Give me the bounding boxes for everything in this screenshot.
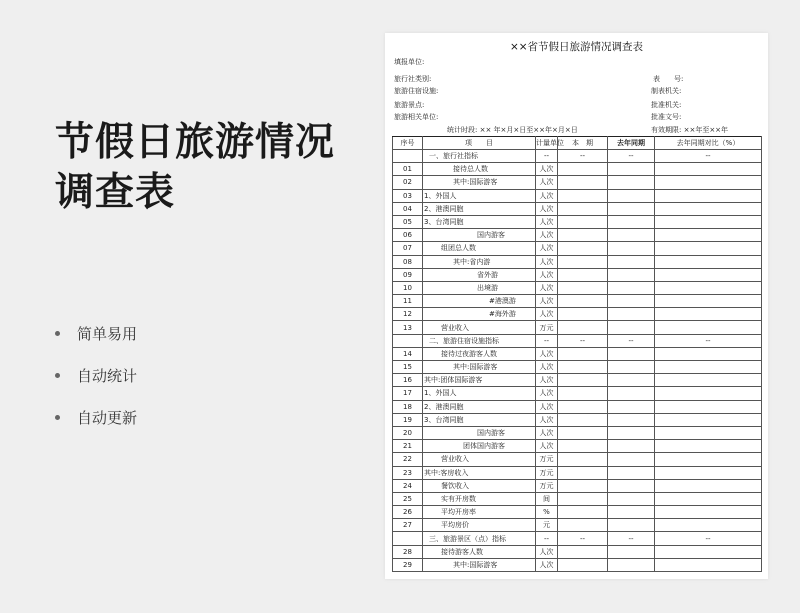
table-row xyxy=(393,334,762,347)
row-yoy-cell xyxy=(655,387,762,400)
table-row xyxy=(393,506,762,519)
row-yoy-cell xyxy=(655,308,762,321)
row-unit-cell: 人次 xyxy=(536,229,558,242)
issuing-org-label: 制表机关: xyxy=(651,87,682,95)
row-last-year-cell xyxy=(608,558,655,571)
row-current-cell xyxy=(558,176,608,189)
row-item-cell: 餐饮收入 xyxy=(423,479,536,492)
row-yoy-cell xyxy=(655,413,762,426)
feature-item xyxy=(55,312,137,354)
table-row xyxy=(393,189,762,202)
row-unit-cell: 间 xyxy=(536,492,558,505)
row-current-cell xyxy=(558,506,608,519)
row-item-cell: 营业收入 xyxy=(423,321,536,334)
accommodation-label: 旅游住宿设施: xyxy=(394,87,439,95)
table-row xyxy=(393,163,762,176)
row-item-cell: 2、港澳同胞 xyxy=(423,400,536,413)
row-last-year-cell xyxy=(608,519,655,532)
row-yoy-cell xyxy=(655,268,762,281)
row-number-cell: 24 xyxy=(393,479,423,492)
row-yoy-cell xyxy=(655,281,762,294)
hero-title-line1: 节假日旅游情况 xyxy=(55,120,336,165)
col-header-last-year: 去年同期 xyxy=(608,137,655,150)
table-row xyxy=(393,361,762,374)
row-item-cell: 3、台湾同胞 xyxy=(423,413,536,426)
fill-unit-label: 填报单位: xyxy=(394,58,425,66)
related-unit-label: 旅游相关单位: xyxy=(394,113,439,121)
bullet-dot-icon xyxy=(55,331,60,336)
row-number-cell: 16 xyxy=(393,374,423,387)
row-yoy-cell xyxy=(655,321,762,334)
row-last-year-cell xyxy=(608,426,655,439)
row-last-year-cell xyxy=(608,413,655,426)
table-row xyxy=(393,532,762,545)
row-current-cell xyxy=(558,479,608,492)
table-row xyxy=(393,519,762,532)
row-unit-cell: 人次 xyxy=(536,361,558,374)
table-row xyxy=(393,347,762,360)
table-row xyxy=(393,413,762,426)
row-item-cell: 实有开房数 xyxy=(423,492,536,505)
row-last-year-cell xyxy=(608,176,655,189)
row-current-cell xyxy=(558,545,608,558)
row-current-cell xyxy=(558,558,608,571)
row-item-cell: 出境游 xyxy=(423,281,536,294)
row-current-cell xyxy=(558,242,608,255)
row-current-cell xyxy=(558,255,608,268)
row-item-cell: 三、旅游景区（点）指标 xyxy=(423,532,536,545)
row-current-cell xyxy=(558,281,608,294)
row-yoy-cell xyxy=(655,506,762,519)
row-item-cell: 3、台湾同胞 xyxy=(423,215,536,228)
row-item-cell: 接待过夜游客人数 xyxy=(423,347,536,360)
table-row xyxy=(393,308,762,321)
row-number-cell: 08 xyxy=(393,255,423,268)
row-yoy-cell xyxy=(655,492,762,505)
row-number-cell: 26 xyxy=(393,506,423,519)
feature-item xyxy=(55,354,137,396)
row-current-cell xyxy=(558,413,608,426)
row-number-cell: 18 xyxy=(393,400,423,413)
row-current-cell xyxy=(558,400,608,413)
table-row xyxy=(393,202,762,215)
table-row xyxy=(393,545,762,558)
row-current-cell: -- xyxy=(558,334,608,347)
row-unit-cell: 人次 xyxy=(536,281,558,294)
agency-category-label: 旅行社类别: xyxy=(394,75,432,83)
row-yoy-cell xyxy=(655,347,762,360)
row-item-cell: 其中:省内游 xyxy=(423,255,536,268)
row-last-year-cell xyxy=(608,492,655,505)
row-yoy-cell xyxy=(655,361,762,374)
row-item-cell: 1、外国人 xyxy=(423,387,536,400)
row-yoy-cell xyxy=(655,242,762,255)
row-item-cell: 一、旅行社指标 xyxy=(423,150,536,163)
row-yoy-cell xyxy=(655,374,762,387)
row-yoy-cell xyxy=(655,466,762,479)
scenic-spot-label: 旅游景点: xyxy=(394,101,425,109)
row-last-year-cell xyxy=(608,321,655,334)
table-row xyxy=(393,479,762,492)
row-unit-cell: 人次 xyxy=(536,440,558,453)
row-yoy-cell: -- xyxy=(655,150,762,163)
row-unit-cell: 万元 xyxy=(536,453,558,466)
row-number-cell: 15 xyxy=(393,361,423,374)
row-unit-cell: -- xyxy=(536,532,558,545)
table-no-label: 表 号: xyxy=(653,75,684,83)
row-unit-cell: 人次 xyxy=(536,242,558,255)
row-yoy-cell: -- xyxy=(655,334,762,347)
row-item-cell: 1、外国人 xyxy=(423,189,536,202)
row-number-cell: 25 xyxy=(393,492,423,505)
row-item-cell: 省外游 xyxy=(423,268,536,281)
col-header-yoy: 去年同期对比（%） xyxy=(655,137,762,150)
row-unit-cell: -- xyxy=(536,150,558,163)
row-yoy-cell xyxy=(655,215,762,228)
col-header-current: 本 期 xyxy=(558,137,608,150)
row-current-cell xyxy=(558,202,608,215)
row-unit-cell: 人次 xyxy=(536,268,558,281)
row-unit-cell: 人次 xyxy=(536,545,558,558)
row-last-year-cell xyxy=(608,545,655,558)
table-row xyxy=(393,440,762,453)
row-number-cell: 10 xyxy=(393,281,423,294)
table-body xyxy=(393,150,762,572)
row-number-cell: 05 xyxy=(393,215,423,228)
hero-title xyxy=(55,118,335,218)
bullet-dot-icon xyxy=(55,415,60,420)
feature-label: 简单易用 xyxy=(77,324,138,343)
row-current-cell xyxy=(558,387,608,400)
row-current-cell xyxy=(558,308,608,321)
row-current-cell xyxy=(558,466,608,479)
row-number-cell: 12 xyxy=(393,308,423,321)
row-number-cell xyxy=(393,334,423,347)
row-unit-cell: 人次 xyxy=(536,295,558,308)
col-header-item: 项 目 xyxy=(423,137,536,150)
approval-org-label: 批准机关: xyxy=(651,101,682,109)
row-unit-cell: 人次 xyxy=(536,308,558,321)
stat-period-label: 统计时段: ×× 年×月×日至××年×月×日 xyxy=(447,126,578,134)
row-item-cell: 国内游客 xyxy=(423,229,536,242)
survey-table xyxy=(392,136,762,572)
row-unit-cell: 人次 xyxy=(536,347,558,360)
row-item-cell: 其中:国际游客 xyxy=(423,361,536,374)
row-current-cell xyxy=(558,268,608,281)
col-header-unit: 计量单位 xyxy=(536,137,558,150)
row-item-cell: 平均开房率 xyxy=(423,506,536,519)
row-unit-cell: 人次 xyxy=(536,558,558,571)
table-row xyxy=(393,268,762,281)
row-current-cell xyxy=(558,361,608,374)
row-yoy-cell xyxy=(655,479,762,492)
table-row xyxy=(393,281,762,294)
row-number-cell: 21 xyxy=(393,440,423,453)
row-number-cell: 22 xyxy=(393,453,423,466)
row-current-cell xyxy=(558,321,608,334)
row-current-cell xyxy=(558,347,608,360)
row-last-year-cell xyxy=(608,308,655,321)
row-unit-cell: 人次 xyxy=(536,413,558,426)
row-number-cell: 03 xyxy=(393,189,423,202)
row-number-cell: 29 xyxy=(393,558,423,571)
table-row xyxy=(393,558,762,571)
row-number-cell: 04 xyxy=(393,202,423,215)
row-number-cell: 23 xyxy=(393,466,423,479)
table-row xyxy=(393,426,762,439)
row-current-cell xyxy=(558,163,608,176)
row-current-cell xyxy=(558,426,608,439)
row-unit-cell: 人次 xyxy=(536,215,558,228)
row-current-cell: -- xyxy=(558,150,608,163)
table-row xyxy=(393,466,762,479)
table-row xyxy=(393,150,762,163)
row-item-cell: 其中:国际游客 xyxy=(423,176,536,189)
row-last-year-cell xyxy=(608,479,655,492)
row-yoy-cell xyxy=(655,400,762,413)
row-number-cell: 14 xyxy=(393,347,423,360)
row-unit-cell: -- xyxy=(536,334,558,347)
row-current-cell xyxy=(558,229,608,242)
row-item-cell: 组团总人数 xyxy=(423,242,536,255)
row-item-cell: 平均房价 xyxy=(423,519,536,532)
row-number-cell: 27 xyxy=(393,519,423,532)
row-unit-cell: 万元 xyxy=(536,479,558,492)
row-unit-cell: 万元 xyxy=(536,466,558,479)
row-number-cell: 19 xyxy=(393,413,423,426)
feature-label: 自动统计 xyxy=(77,366,138,385)
row-number-cell: 07 xyxy=(393,242,423,255)
feature-label: 自动更新 xyxy=(77,408,138,427)
row-yoy-cell xyxy=(655,558,762,571)
row-current-cell xyxy=(558,453,608,466)
row-last-year-cell xyxy=(608,466,655,479)
row-yoy-cell xyxy=(655,426,762,439)
row-current-cell xyxy=(558,519,608,532)
row-unit-cell: % xyxy=(536,506,558,519)
table-row xyxy=(393,176,762,189)
row-number-cell: 20 xyxy=(393,426,423,439)
row-last-year-cell xyxy=(608,453,655,466)
row-yoy-cell xyxy=(655,255,762,268)
row-number-cell xyxy=(393,532,423,545)
row-item-cell: 接待总人数 xyxy=(423,163,536,176)
table-row xyxy=(393,242,762,255)
row-unit-cell: 元 xyxy=(536,519,558,532)
row-item-cell: 2、港澳同胞 xyxy=(423,202,536,215)
row-current-cell xyxy=(558,189,608,202)
row-number-cell: 17 xyxy=(393,387,423,400)
table-row xyxy=(393,215,762,228)
table-row xyxy=(393,453,762,466)
row-last-year-cell xyxy=(608,215,655,228)
row-number-cell: 06 xyxy=(393,229,423,242)
row-item-cell: 其中:客房收入 xyxy=(423,466,536,479)
row-yoy-cell xyxy=(655,440,762,453)
row-number-cell: 09 xyxy=(393,268,423,281)
row-current-cell xyxy=(558,492,608,505)
row-unit-cell: 人次 xyxy=(536,426,558,439)
row-item-cell: 国内游客 xyxy=(423,426,536,439)
table-row xyxy=(393,321,762,334)
row-last-year-cell xyxy=(608,400,655,413)
row-last-year-cell xyxy=(608,268,655,281)
document-title: ××省节假日旅游情况调查表 xyxy=(509,41,644,53)
row-yoy-cell: -- xyxy=(655,532,762,545)
row-last-year-cell xyxy=(608,347,655,360)
row-last-year-cell xyxy=(608,440,655,453)
row-last-year-cell xyxy=(608,163,655,176)
row-number-cell: 02 xyxy=(393,176,423,189)
row-number-cell xyxy=(393,150,423,163)
row-number-cell: 13 xyxy=(393,321,423,334)
row-item-cell: #海外游 xyxy=(423,308,536,321)
row-item-cell: 二、旅游住宿设施指标 xyxy=(423,334,536,347)
row-unit-cell: 人次 xyxy=(536,163,558,176)
col-header-no: 序号 xyxy=(393,137,423,150)
row-item-cell: 其中:团体国际游客 xyxy=(423,374,536,387)
row-item-cell: 营业收入 xyxy=(423,453,536,466)
row-item-cell: 接待游客人数 xyxy=(423,545,536,558)
table-row xyxy=(393,374,762,387)
row-last-year-cell xyxy=(608,295,655,308)
row-current-cell xyxy=(558,295,608,308)
table-row xyxy=(393,255,762,268)
table-row xyxy=(393,492,762,505)
row-unit-cell: 人次 xyxy=(536,374,558,387)
row-unit-cell: 人次 xyxy=(536,189,558,202)
document-preview xyxy=(385,33,768,579)
row-last-year-cell xyxy=(608,255,655,268)
hero-title-line2: 调查表 xyxy=(55,170,176,215)
row-current-cell xyxy=(558,440,608,453)
table-row xyxy=(393,400,762,413)
row-yoy-cell xyxy=(655,453,762,466)
row-last-year-cell xyxy=(608,387,655,400)
row-item-cell: 团体国内游客 xyxy=(423,440,536,453)
table-row xyxy=(393,295,762,308)
row-unit-cell: 人次 xyxy=(536,202,558,215)
row-current-cell xyxy=(558,215,608,228)
approval-doc-label: 批准文号: xyxy=(651,113,682,121)
row-number-cell: 11 xyxy=(393,295,423,308)
row-unit-cell: 万元 xyxy=(536,321,558,334)
row-yoy-cell xyxy=(655,189,762,202)
bullet-dot-icon xyxy=(55,373,60,378)
row-yoy-cell xyxy=(655,545,762,558)
row-last-year-cell: -- xyxy=(608,150,655,163)
row-yoy-cell xyxy=(655,163,762,176)
row-yoy-cell xyxy=(655,295,762,308)
valid-period-label: 有效期限: ××年至××年 xyxy=(651,126,729,134)
feature-list xyxy=(55,312,137,438)
row-last-year-cell xyxy=(608,374,655,387)
row-unit-cell: 人次 xyxy=(536,387,558,400)
row-item-cell: 其中:国际游客 xyxy=(423,558,536,571)
row-yoy-cell xyxy=(655,229,762,242)
table-row xyxy=(393,229,762,242)
row-last-year-cell xyxy=(608,202,655,215)
row-last-year-cell: -- xyxy=(608,532,655,545)
row-yoy-cell xyxy=(655,202,762,215)
row-last-year-cell xyxy=(608,189,655,202)
row-last-year-cell: -- xyxy=(608,334,655,347)
table-header-row xyxy=(393,137,762,150)
row-current-cell xyxy=(558,374,608,387)
row-last-year-cell xyxy=(608,281,655,294)
table-row xyxy=(393,387,762,400)
row-unit-cell: 人次 xyxy=(536,255,558,268)
row-yoy-cell xyxy=(655,176,762,189)
row-number-cell: 28 xyxy=(393,545,423,558)
feature-item xyxy=(55,396,137,438)
row-item-cell: #港澳游 xyxy=(423,295,536,308)
row-unit-cell: 人次 xyxy=(536,400,558,413)
row-current-cell: -- xyxy=(558,532,608,545)
row-unit-cell: 人次 xyxy=(536,176,558,189)
row-last-year-cell xyxy=(608,242,655,255)
row-last-year-cell xyxy=(608,229,655,242)
row-yoy-cell xyxy=(655,519,762,532)
row-number-cell: 01 xyxy=(393,163,423,176)
row-last-year-cell xyxy=(608,506,655,519)
row-last-year-cell xyxy=(608,361,655,374)
